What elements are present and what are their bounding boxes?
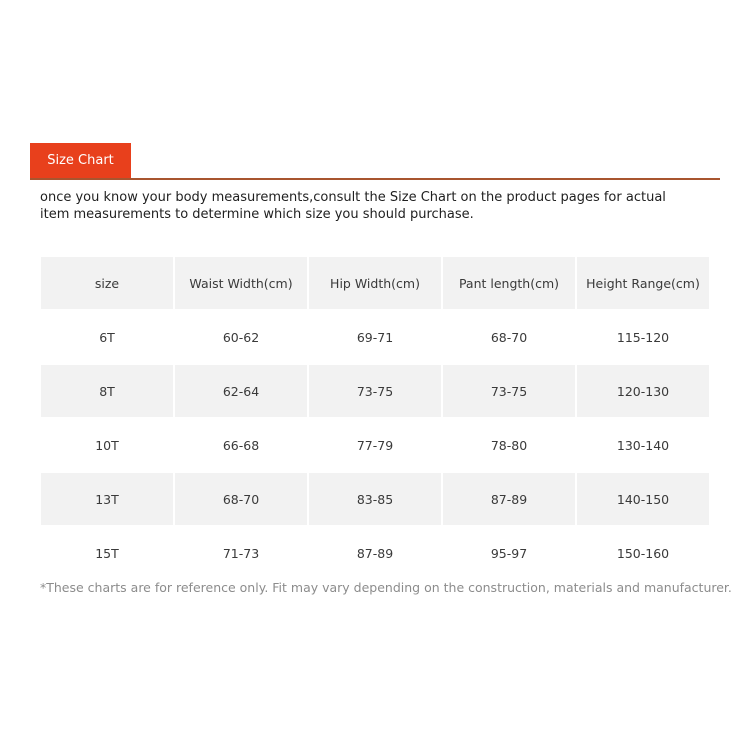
cell-hip-width: 83-85 xyxy=(309,473,441,525)
cell-size: 10T xyxy=(95,437,119,453)
header-waist-width: Waist Width(cm) xyxy=(175,257,307,309)
cell-pant-length: 68-70 xyxy=(490,329,528,345)
header-size: size xyxy=(41,257,173,309)
header-pant-length: Pant length(cm) xyxy=(443,257,575,309)
cell-hip-width: 77-79 xyxy=(356,437,394,453)
cell-height-range: 140-150 xyxy=(577,473,709,525)
cell-pant-length: 73-75 xyxy=(443,365,575,417)
cell-pant-length: 87-89 xyxy=(443,473,575,525)
header-height-range: Height Range(cm) xyxy=(577,257,709,309)
cell-height-range: 130-140 xyxy=(616,437,670,453)
cell-size: 13T xyxy=(41,473,173,525)
cell-waist-width: 62-64 xyxy=(175,365,307,417)
cell-height-range: 120-130 xyxy=(577,365,709,417)
table-row xyxy=(41,365,709,417)
size-chart-tab-bar xyxy=(30,143,720,180)
cell-waist-width: 68-70 xyxy=(175,473,307,525)
cell-size: 6T xyxy=(99,329,115,345)
size-table xyxy=(39,255,711,581)
table-row xyxy=(41,527,709,579)
cell-waist-width: 71-73 xyxy=(222,545,260,561)
table-header-row xyxy=(41,257,709,309)
intro-text: once you know your body measurements,consult the Size Chart on the product pages for actual item measurements to determine which size you should purchase. xyxy=(40,190,666,222)
cell-pant-length: 95-97 xyxy=(490,545,528,561)
cell-waist-width: 60-62 xyxy=(222,329,260,345)
size-chart-tab[interactable]: Size Chart xyxy=(30,143,131,178)
cell-waist-width: 66-68 xyxy=(222,437,260,453)
size-chart-section xyxy=(30,143,732,595)
table-row xyxy=(41,473,709,525)
table-row xyxy=(41,419,709,471)
cell-size: 8T xyxy=(41,365,173,417)
cell-size: 15T xyxy=(95,545,119,561)
disclaimer-text: *These charts are for reference only. Fit may vary depending on the construction, materials and manufacturer. xyxy=(40,580,732,595)
cell-hip-width: 69-71 xyxy=(356,329,394,345)
cell-hip-width: 73-75 xyxy=(309,365,441,417)
cell-height-range: 115-120 xyxy=(616,329,670,345)
cell-pant-length: 78-80 xyxy=(490,437,528,453)
header-hip-width: Hip Width(cm) xyxy=(309,257,441,309)
cell-height-range: 150-160 xyxy=(616,545,670,561)
cell-hip-width: 87-89 xyxy=(356,545,394,561)
table-row xyxy=(41,311,709,363)
